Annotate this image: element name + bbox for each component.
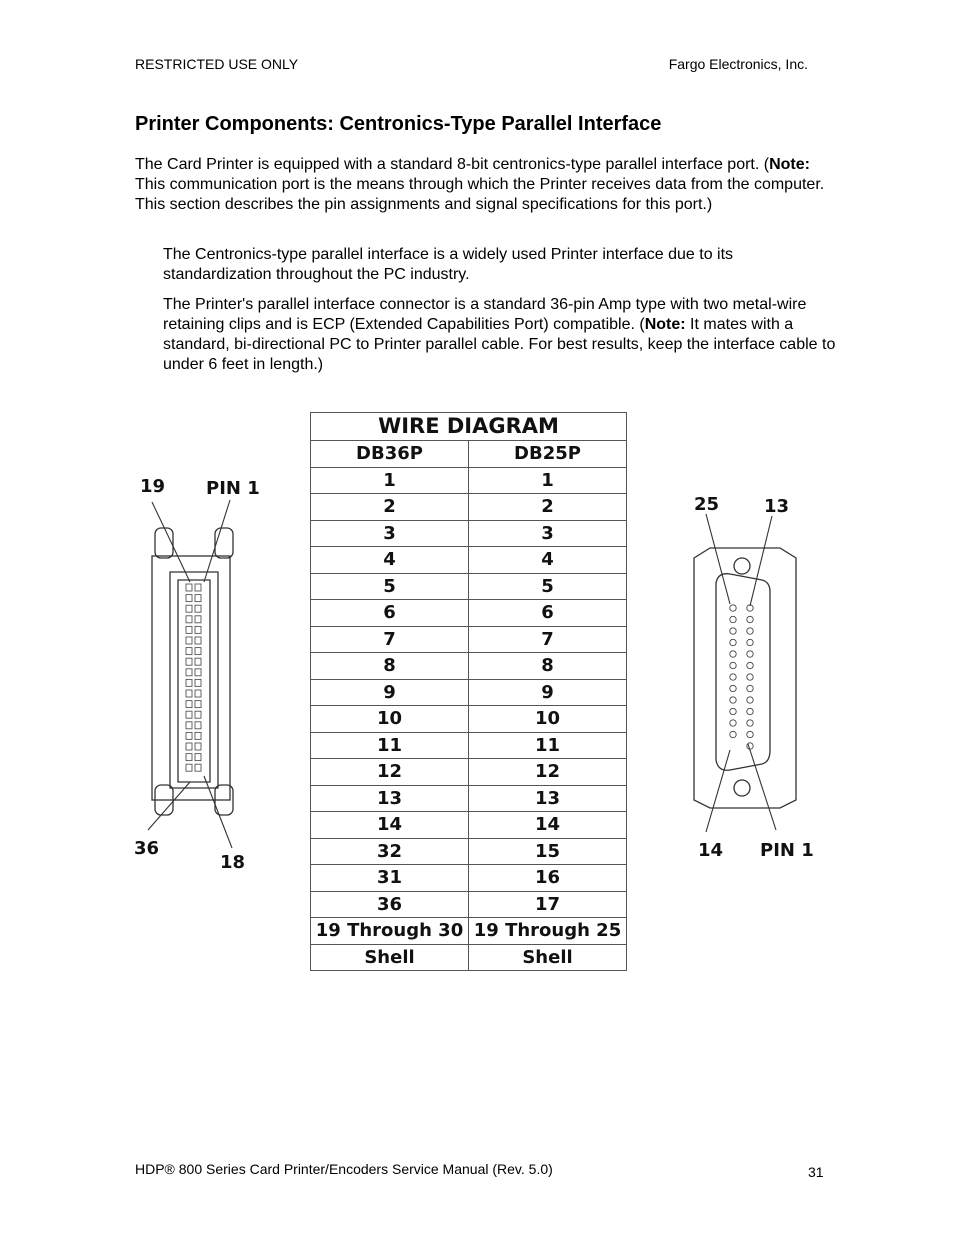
db36p-cell: 8 bbox=[311, 653, 469, 680]
db25-label-25: 25 bbox=[694, 494, 720, 515]
db25-pin bbox=[730, 639, 736, 645]
db36-pin bbox=[195, 754, 201, 761]
db36-label-19: 19 bbox=[140, 476, 166, 497]
connector-lead: The Printer's parallel interface connector is a standard 36-pin Amp type with two metal-wire retaining clips and is ECP (Extended Capabilities Port) compatible. ( bbox=[163, 296, 807, 333]
db36-pin bbox=[195, 658, 201, 665]
intro-note-label: Note: bbox=[769, 156, 810, 173]
db25-pin bbox=[730, 674, 736, 680]
db36-pin bbox=[195, 637, 201, 644]
db25-pin bbox=[747, 639, 753, 645]
db36p-cell: 9 bbox=[311, 679, 469, 706]
db36-pin bbox=[195, 584, 201, 591]
db25-pin bbox=[730, 616, 736, 622]
db25-pin bbox=[747, 616, 753, 622]
table-row bbox=[311, 865, 627, 892]
db25p-cell: 17 bbox=[469, 891, 627, 918]
db36p-cell: 1 bbox=[311, 467, 469, 494]
table-row bbox=[311, 626, 627, 653]
section-title: Printer Components: Centronics-Type Parallel Interface bbox=[135, 113, 662, 135]
db25p-cell: 11 bbox=[469, 732, 627, 759]
db25p-cell: 6 bbox=[469, 600, 627, 627]
db25p-cell: 1 bbox=[469, 467, 627, 494]
db25-pin bbox=[730, 651, 736, 657]
db36-pin bbox=[186, 690, 192, 697]
table-row bbox=[311, 759, 627, 786]
db36-pin bbox=[186, 605, 192, 612]
db25-pin bbox=[730, 720, 736, 726]
db36-pin bbox=[195, 595, 201, 602]
db25p-cell: 5 bbox=[469, 573, 627, 600]
intro-paragraph bbox=[135, 155, 835, 215]
table-row bbox=[311, 706, 627, 733]
db36p-cell: 10 bbox=[311, 706, 469, 733]
table-row bbox=[311, 732, 627, 759]
db36-pin bbox=[186, 658, 192, 665]
db25-pin bbox=[730, 628, 736, 634]
db25p-cell: 15 bbox=[469, 838, 627, 865]
db36-connector-diagram bbox=[130, 470, 270, 880]
db25-label-pin1: PIN 1 bbox=[760, 840, 814, 861]
db25-pin-grid bbox=[730, 605, 753, 749]
db25p-cell: 9 bbox=[469, 679, 627, 706]
db36-pin bbox=[195, 605, 201, 612]
table-row bbox=[311, 812, 627, 839]
db25-pin bbox=[747, 662, 753, 668]
intro-lead: The Card Printer is equipped with a standard 8-bit centronics-type parallel interface port. ( bbox=[135, 156, 770, 173]
db36p-cell: Shell bbox=[311, 944, 469, 971]
db25p-cell: 3 bbox=[469, 520, 627, 547]
db25p-cell: 2 bbox=[469, 494, 627, 521]
db36-pin bbox=[186, 584, 192, 591]
wire-diagram-title: WIRE DIAGRAM bbox=[311, 413, 627, 441]
db36-pin bbox=[186, 595, 192, 602]
table-row bbox=[311, 600, 627, 627]
table-row bbox=[311, 520, 627, 547]
db25-pin bbox=[747, 685, 753, 691]
db25-pin bbox=[747, 731, 753, 737]
db25-pin bbox=[747, 743, 753, 749]
db36-pin bbox=[195, 679, 201, 686]
db25-connector-diagram bbox=[688, 488, 818, 868]
table-row bbox=[311, 891, 627, 918]
header-restricted: RESTRICTED USE ONLY bbox=[135, 56, 299, 72]
db36p-cell: 2 bbox=[311, 494, 469, 521]
db25-pin bbox=[747, 697, 753, 703]
table-row bbox=[311, 494, 627, 521]
db25-pin bbox=[730, 731, 736, 737]
db36-pin bbox=[186, 743, 192, 750]
db36-pin bbox=[186, 679, 192, 686]
db36-pin bbox=[186, 616, 192, 623]
table-row bbox=[311, 785, 627, 812]
db25-pin bbox=[730, 708, 736, 714]
db36-pin bbox=[195, 743, 201, 750]
table-row bbox=[311, 467, 627, 494]
db25-pin bbox=[747, 651, 753, 657]
db36-label-18: 18 bbox=[220, 852, 246, 873]
db36p-cell: 13 bbox=[311, 785, 469, 812]
db36-label-pin1: PIN 1 bbox=[206, 478, 260, 499]
db36-pin bbox=[195, 711, 201, 718]
db36p-cell: 19 Through 30 bbox=[311, 918, 469, 945]
wire-diagram-table bbox=[310, 412, 627, 971]
db25p-cell: 16 bbox=[469, 865, 627, 892]
column-header-db25p: DB25P bbox=[469, 441, 627, 468]
db25p-cell: 14 bbox=[469, 812, 627, 839]
db36-pin bbox=[186, 648, 192, 655]
db36-pin bbox=[195, 648, 201, 655]
db25-pin bbox=[730, 605, 736, 611]
db36p-cell: 14 bbox=[311, 812, 469, 839]
db36-pin-grid bbox=[186, 584, 201, 771]
db36p-cell: 3 bbox=[311, 520, 469, 547]
db36-pin bbox=[186, 701, 192, 708]
wire-diagram-rows bbox=[311, 467, 627, 971]
db36p-cell: 11 bbox=[311, 732, 469, 759]
footer-manual-title: HDP® 800 Series Card Printer/Encoders Service Manual (Rev. 5.0) bbox=[135, 1161, 553, 1177]
db36-pin bbox=[195, 722, 201, 729]
connector-note-label: Note: bbox=[644, 316, 686, 333]
table-row bbox=[311, 944, 627, 971]
footer-page-number: 31 bbox=[808, 1164, 824, 1180]
db36-pin bbox=[186, 722, 192, 729]
db25p-cell: 7 bbox=[469, 626, 627, 653]
db25-label-14: 14 bbox=[698, 840, 724, 861]
db25-pin bbox=[747, 720, 753, 726]
db36p-cell: 31 bbox=[311, 865, 469, 892]
table-row bbox=[311, 918, 627, 945]
table-row bbox=[311, 679, 627, 706]
header-company: Fargo Electronics, Inc. bbox=[668, 56, 808, 72]
standardization-paragraph: The Centronics-type parallel interface is a widely used Printer interface due to its standardization throughout the PC industry. bbox=[163, 246, 734, 283]
db36-pin bbox=[195, 616, 201, 623]
db25-pin bbox=[747, 708, 753, 714]
db25-pin bbox=[730, 662, 736, 668]
table-row bbox=[311, 573, 627, 600]
db36-pin bbox=[195, 669, 201, 676]
db36p-cell: 4 bbox=[311, 547, 469, 574]
db25p-cell: 12 bbox=[469, 759, 627, 786]
db36-pin bbox=[195, 732, 201, 739]
db36p-cell: 36 bbox=[311, 891, 469, 918]
db25p-cell: 13 bbox=[469, 785, 627, 812]
db25-pin bbox=[747, 628, 753, 634]
db36-label-36: 36 bbox=[134, 838, 160, 859]
db36-pin bbox=[186, 626, 192, 633]
db25-pin bbox=[730, 685, 736, 691]
db36-pin bbox=[186, 764, 192, 771]
db36-pin bbox=[195, 764, 201, 771]
connector-paragraph bbox=[163, 295, 843, 375]
db36-pin bbox=[195, 690, 201, 697]
db36-pin bbox=[186, 711, 192, 718]
intro-rest: This communication port is the means through which the Printer receives data from the computer. This section describes the pin assignments and signal specifications for this port.) bbox=[135, 176, 825, 213]
db25-pin bbox=[747, 674, 753, 680]
db36-pin bbox=[195, 701, 201, 708]
db25p-cell: 4 bbox=[469, 547, 627, 574]
db36p-cell: 6 bbox=[311, 600, 469, 627]
db36-pin bbox=[186, 754, 192, 761]
db36-pin bbox=[186, 637, 192, 644]
db36-pin bbox=[195, 626, 201, 633]
db36-pin bbox=[186, 669, 192, 676]
table-row bbox=[311, 653, 627, 680]
db36-pin bbox=[186, 732, 192, 739]
db25p-cell: 8 bbox=[469, 653, 627, 680]
db25-label-13: 13 bbox=[764, 496, 790, 517]
db36p-cell: 7 bbox=[311, 626, 469, 653]
db25-pin bbox=[730, 697, 736, 703]
table-row bbox=[311, 838, 627, 865]
db25p-cell: 10 bbox=[469, 706, 627, 733]
connector-rest: It mates with a standard, bi-directional PC to Printer parallel cable. For best results, keep the interface cable to under 6 feet in length.) bbox=[163, 316, 836, 373]
db36p-cell: 12 bbox=[311, 759, 469, 786]
table-row bbox=[311, 547, 627, 574]
db25p-cell: Shell bbox=[469, 944, 627, 971]
column-header-db36p: DB36P bbox=[311, 441, 469, 468]
db36p-cell: 32 bbox=[311, 838, 469, 865]
db25p-cell: 19 Through 25 bbox=[469, 918, 627, 945]
db36p-cell: 5 bbox=[311, 573, 469, 600]
